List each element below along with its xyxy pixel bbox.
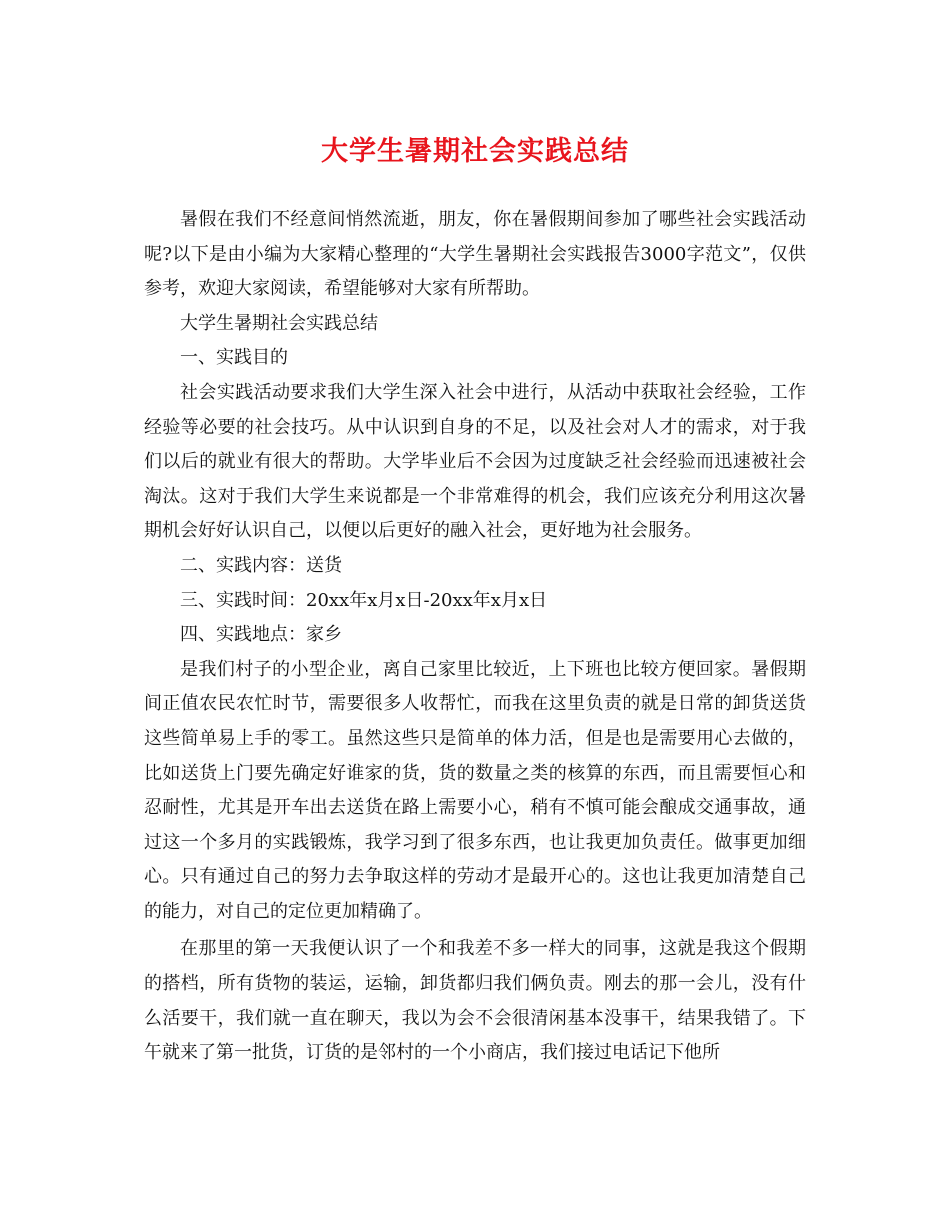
section-heading-time: 三、实践时间：20xx年x月x日-20xx年x月x日 — [180, 589, 548, 611]
document-title: 大学生暑期社会实践总结 — [321, 136, 629, 167]
workplace-paragraph: 是我们村子的小型企业，离自己家里比较近，上下班也比较方便回家。暑假期间正值农民农忙时节，需要很多人收帮忙，而我在这里负责的就是日常的卸货送货这些简单易上手的零工。虽然这些只是简单的体力活，但是也是需要用心去做的，比如送货上门要先确定好谁家的货，货的数量之类的核算的东西，而且需要恒心和忍耐性，尤其是开车出去送货在路上需要小心，稍有不慎可能会酿成交通事故，通过这一个多月的实践锻炼，我学习到了很多东西，也让我更加负责任。做事更加细心。只有通过自己的努力去争取这样的劳动才是最开心的。这也让我更加清楚自己的能力，对自己的定位更加精确了。 — [144, 658, 806, 922]
section-heading-location: 四、实践地点：家乡 — [180, 624, 342, 646]
section-heading-purpose: 一、实践目的 — [180, 347, 288, 369]
document-body — [144, 203, 806, 1071]
first-day-paragraph: 在那里的第一天我便认识了一个和我差不多一样大的同事，这就是我这个假期的搭档，所有货物的装运，运输，卸货都归我们俩负责。刚去的那一会儿，没有什么活要干，我们就一直在聊天，我以为会不会很清闲基本没事干，结果我错了。下午就来了第一批货，订货的是邻村的一个小商店，我们接过电话记下他所 — [144, 938, 806, 1064]
purpose-paragraph: 社会实践活动要求我们大学生深入社会中进行，从活动中获取社会经验，工作经验等必要的社会技巧。从中认识到自身的不足，以及社会对人才的需求，对于我们以后的就业有很大的帮助。大学毕业后不会因为过度缺乏社会经验而迅速被社会淘汰。这对于我们大学生来说都是一个非常难得的机会，我们应该充分利用这次暑期机会好好认识自己，以便以后更好的融入社会，更好地为社会服务。 — [144, 381, 806, 542]
section-heading-content: 二、实践内容：送货 — [180, 554, 342, 576]
intro-paragraph: 暑假在我们不经意间悄然流逝，朋友，你在暑假期间参加了哪些社会实践活动呢?以下是由小编为大家精心整理的“大学生暑期社会实践报告3000字范文”，仅供参考，欢迎大家阅读，希望能够对大家有所帮助。 — [144, 209, 806, 300]
subtitle-paragraph: 大学生暑期社会实践总结 — [180, 312, 378, 334]
